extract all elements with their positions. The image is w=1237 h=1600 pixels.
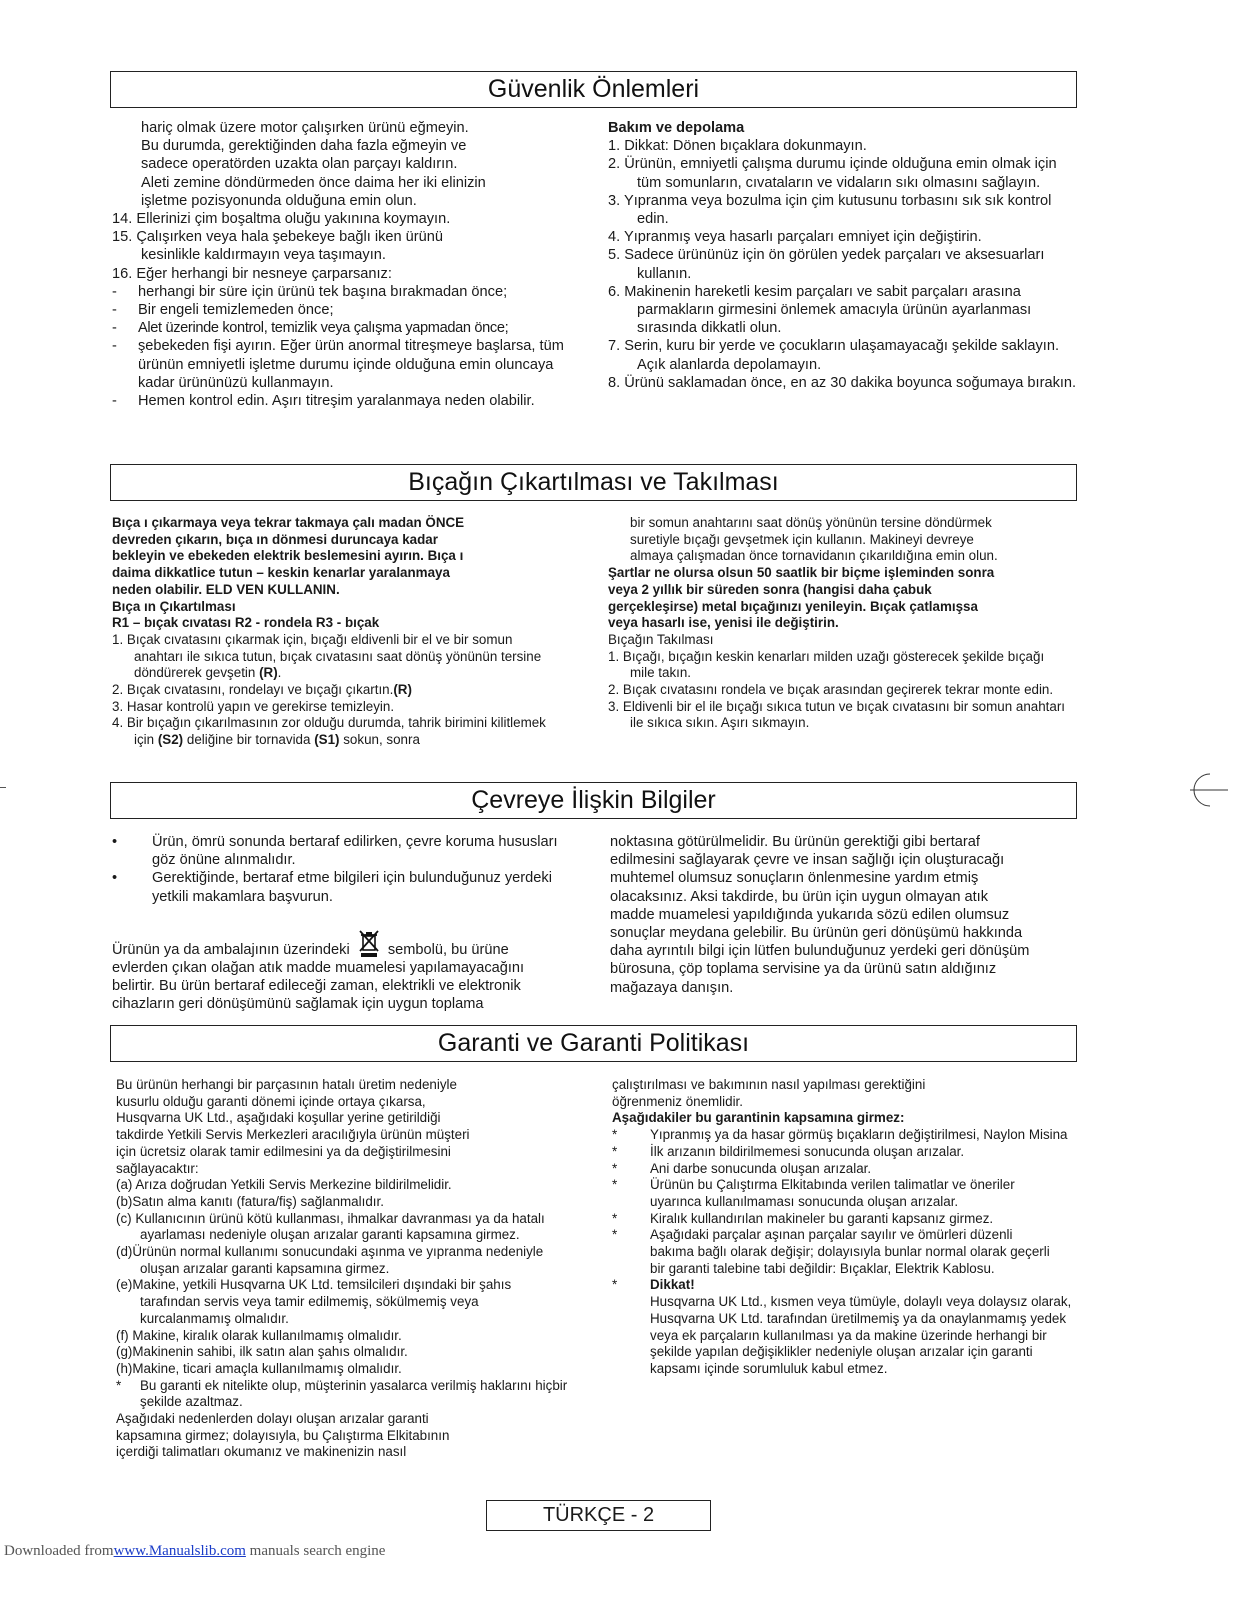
list-item: 6. Makinenin hareketli kesim parçaları ve sabit parçaları arasına parmakların girmesini önlemek amacıyla ürünün ayarlanması sırasında dikkatli olun. bbox=[608, 283, 1032, 337]
exclusion-item: Yıpranmış ya da hasar görmüş bıçakların değiştirilmesi, Naylon Misina bbox=[650, 1127, 1068, 1143]
text-line: işletme pozisyonunda olduğuna emin olun. bbox=[141, 192, 417, 209]
exclusion-item: Aşağıdaki parçalar aşınan parçalar sayılır ve ömürleri düzenli bakıma bağlı olarak değişir; dolayısıyla bunlar normal olarak geçerli bir garanti talebine tabi değildir: Bıçaklar, Elektrik Kablosu. bbox=[650, 1227, 1050, 1276]
list-item: 4. Bir bıçağın çıkarılmasının zor olduğu durumda, tahrik birimini kilitlemek için (S2) deliğine bir tornavida (S1) sokun, sonra bbox=[112, 715, 546, 748]
star-marker: * bbox=[612, 1160, 618, 1176]
star-marker: * bbox=[612, 1177, 618, 1193]
list-item: 15. Çalışırken veya hala şebekeye bağlı iken ürünü bbox=[112, 229, 443, 246]
warranty-left-column bbox=[116, 1077, 586, 1461]
list-item: 5. Sadece ürününüz için ön görülen yedek parçaları ve aksesuarları kullanın. bbox=[608, 247, 1045, 282]
bullet: • bbox=[112, 834, 118, 850]
condition-item: (e)Makine, yetkili Husqvarna UK Ltd. temsilcileri dışındaki bir şahıs tarafından servis veya tamir edilmemiş, sökülmemiş veya kurcalanmamış olmalıdır. bbox=[116, 1277, 512, 1326]
list-item: 1. Bıçağı, bıçağın keskin kenarları milden uzağı gösterecek şekilde bıçağı mile takın. bbox=[608, 648, 1045, 681]
text-line: kusurlu olduğu garanti dönemi içinde ortaya çıkarsa, bbox=[116, 1093, 426, 1109]
list-item: 3. Eldivenli bir el ile bıçağı sıkıca tutun ve bıçak cıvatasını bir somun anahtarı ile sıkıca sıkın. Aşırı sıkmayın. bbox=[608, 698, 1066, 731]
safety-right-column bbox=[608, 119, 1078, 392]
manualslib-link[interactable]: www.Manualslib.com bbox=[113, 1543, 246, 1559]
text-line: Bu ürünün herhangi bir parçasının hatalı üretim nedeniyle bbox=[116, 1077, 457, 1092]
list-item: 4. Yıpranmış veya hasarlı parçaları emniyet için değiştirin. bbox=[608, 229, 982, 246]
condition-item: (c) Kullanıcının ürünü kötü kullanması, ihmalkar davranması ya da hatalı ayarlaması nedeniyle oluşan arızalar garanti kapsamına girmez. bbox=[116, 1210, 545, 1243]
blade-replacement-warning: veya hasarlı ise, yenisi ile değiştirin. bbox=[608, 615, 839, 631]
warning-line: Bıça ı çıkarmaya veya tekrar takmaya çalı madan ÖNCE bbox=[112, 515, 465, 530]
text-line: Aleti zemine döndürmeden önce daima her iki elinizin bbox=[141, 174, 486, 191]
list-item: Gerektiğinde, bertaraf etme bilgileri için bulunduğunuz yerdeki yetkili makamlara başvurun. bbox=[152, 870, 552, 905]
text-line: suretiyle bıçağı gevşetmek için kullanın. Makineyi devreye bbox=[630, 531, 974, 547]
warning-line: daima dikkatlice tutun – keskin kenarlar yaralanmaya bbox=[112, 565, 450, 581]
dash-marker: - bbox=[112, 302, 117, 319]
list-item: 16. Eğer herhangi bir nesneye çarparsanız: bbox=[112, 265, 392, 282]
text-line: kapsamına girmez; dolayısıyla, bu Çalıştırma Elkitabının bbox=[116, 1427, 450, 1443]
blade-section-title: Bıçağın Çıkartılması ve Takılması bbox=[110, 464, 1077, 501]
exclusion-item: Ani darbe sonucunda oluşan arızalar. bbox=[650, 1160, 872, 1176]
condition-item: (d)Ürünün normal kullanımı sonucundaki aşınma ve yıpranma nedeniyle oluşan arızalar garanti kapsamına girmez. bbox=[116, 1244, 544, 1276]
safety-section-title: Güvenlik Önlemleri bbox=[110, 71, 1077, 108]
text-line: sonuçlar meydana gelebilir. Bu ürünün geri dönüşümü hakkında bbox=[610, 925, 1023, 942]
warning-line: bekleyin ve ebekeden elektrik beslemesini ayırın. Bıça ı bbox=[112, 548, 464, 564]
text-line: daha ayrıntılı bilgi için lütfen bulunduğunuz yerdeki geri dönüşüm bbox=[610, 943, 1030, 960]
list-item: herhangi bir süre için ürünü tek başına bırakmadan önce; bbox=[138, 283, 508, 300]
dash-marker: - bbox=[112, 393, 117, 410]
condition-item: (a) Arıza doğrudan Yetkili Servis Merkezine bildirilmelidir. bbox=[116, 1177, 452, 1193]
blade-replacement-warning: gerçekleşirse) metal bıçağınızı yenileyin. Bıçak çatlamışsa bbox=[608, 598, 978, 614]
blade-right-column bbox=[608, 515, 1078, 732]
text-line: evlerden çıkan olağan atık madde muamelesi yapılamayacağını bbox=[112, 960, 525, 977]
environment-right-column bbox=[610, 833, 1080, 997]
list-item: 7. Serin, kuru bir yerde ve çocukların ulaşamayacağı şekilde saklayın. Açık alanlarda depolamayın. bbox=[608, 338, 1060, 373]
weee-line: Ürünün ya da ambalajının üzerindeki sembolü, bu ürüne bbox=[112, 928, 582, 959]
list-item: şebekeden fişi ayırın. Eğer ürün anormal titreşmeye başlarsa, tüm ürünün emniyetli işletme durumu içinde olduğuna emin oluncaya kadar ürününüzü kullanmayın. bbox=[138, 338, 564, 391]
list-item: 8. Ürünü saklamadan önce, en az 30 dakika boyunca soğumaya bırakın. bbox=[608, 374, 1077, 391]
text-line: öğrenmeniz önemlidir. bbox=[612, 1093, 743, 1109]
list-item: Bu garanti ek nitelikte olup, müşterinin yasalarca verilmiş haklarını hiçbir şekilde azaltmaz. bbox=[140, 1377, 568, 1410]
dash-marker: - bbox=[112, 320, 117, 337]
maintenance-heading: Bakım ve depolama bbox=[608, 120, 745, 136]
page-number-label: TÜRKÇE - 2 bbox=[486, 1500, 711, 1531]
condition-item: (f) Makine, kiralık olarak kullanılmamış olmalıdır. bbox=[116, 1327, 402, 1343]
text-line: cihazların geri dönüşümünü sağlamak için uygun toplama bbox=[112, 996, 484, 1013]
note-text: Husqvarna UK Ltd., kısmen veya tümüyle, dolaylı veya dolaysız olarak, Husqvarna UK Ltd. tarafından üretilmemiş ya da onaylanmamış yedek veya ek parçaların kullanılması ya da makine üzerinde herhangi bir şekilde yapılan değişiklikler nedeniyle oluşan arızalar için garanti kapsamı içinde sorumluluk kabul etmez. bbox=[650, 1294, 1072, 1376]
text-line: almaya çalışmadan önce tornavidanın çıkarıldığına emin olun. bbox=[630, 548, 998, 564]
parts-legend: R1 – bıçak cıvatası R2 - rondela R3 - bıçak bbox=[112, 615, 380, 631]
footer-suffix: manuals search engine bbox=[245, 1543, 386, 1559]
list-item: 1. Dikkat: Dönen bıçaklara dokunmayın. bbox=[608, 138, 867, 155]
blade-left-column bbox=[112, 515, 582, 749]
text-line: Aşağıdaki nedenlerden dolayı oluşan arızalar garanti bbox=[116, 1411, 429, 1427]
text-line: bir somun anahtarını saat dönüş yönünün tersine döndürmek bbox=[630, 515, 992, 530]
list-item: Bir engeli temizlemeden önce; bbox=[138, 302, 334, 319]
environment-section-title: Çevreye İlişkin Bilgiler bbox=[110, 782, 1077, 819]
warranty-section-title: Garanti ve Garanti Politikası bbox=[110, 1025, 1077, 1062]
list-item: 2. Bıçak cıvatasını rondela ve bıçak arasından geçirerek tekrar monte edin. bbox=[608, 682, 1054, 698]
list-item: 3. Yıpranma veya bozulma için çim kutusunu torbasını sık sık kontrol edin. bbox=[608, 192, 1052, 228]
blade-replacement-warning: Şartlar ne olursa olsun 50 saatlik bir biçme işleminden sonra bbox=[608, 565, 995, 581]
list-item: 1. Bıçak cıvatasını çıkarmak için, bıçağı eldivenli bir el ve bir somun anahtarı ile sıkıca tutun, bıçak cıvatasını saat dönüş yönünün tersine döndürerek gevşetin (R). bbox=[112, 631, 542, 681]
text-line: için ücretsiz olarak tamir edilmesini ya da değiştirilmesini bbox=[116, 1143, 451, 1159]
text-line: olacaksınız. Aksi takdirde, bu ürün için uygun olmayan atık bbox=[610, 888, 989, 905]
warning-line: neden olabilir. ELD VEN KULLANIN. bbox=[112, 581, 340, 597]
text-line: çalıştırılması ve bakımının nasıl yapılması gerektiğini bbox=[612, 1077, 926, 1092]
warranty-right-column bbox=[612, 1077, 1082, 1378]
text-line: içerdiği talimatları okumanız ve makinenizin nasıl bbox=[116, 1444, 407, 1460]
text-line: belirtir. Bu ürün bertaraf edileceği zaman, elektrikli ve elektronik bbox=[112, 978, 521, 995]
text-line: Husqvarna UK Ltd., aşağıdaki koşullar yerine getirildiği bbox=[116, 1110, 441, 1126]
list-item: 14. Ellerinizi çim boşaltma oluğu yakınına koymayın. bbox=[112, 211, 451, 228]
list-item: 2. Bıçak cıvatasını, rondelayı ve bıçağı çıkartın.(R) bbox=[112, 682, 412, 698]
text-line: noktasına götürülmelidir. Bu ürünün gerektiği gibi bertaraf bbox=[610, 834, 980, 850]
list-item: Alet üzerinde kontrol, temizlik veya çalışma yapmadan önce; bbox=[138, 320, 509, 337]
warning-line: devreden çıkarın, bıça ın dönmesi duruncaya kadar bbox=[112, 531, 438, 547]
list-item: Hemen kontrol edin. Aşırı titreşim yaralanmaya neden olabilir. bbox=[138, 393, 535, 410]
star-marker: * bbox=[116, 1377, 122, 1393]
text-line: takdirde Yetkili Servis Merkezleri aracılığıyla ürünün müşteri bbox=[116, 1127, 470, 1143]
crossed-bin-icon bbox=[358, 928, 380, 958]
bullet: • bbox=[112, 870, 118, 887]
text-line: hariç olmak üzere motor çalışırken ürünü eğmeyin. bbox=[141, 120, 469, 136]
blade-replacement-warning: veya 2 yıllık bir süreden sonra (hangisi daha çabuk bbox=[608, 581, 932, 597]
safety-left-column bbox=[112, 119, 582, 410]
environment-left-column bbox=[112, 833, 582, 1014]
text-line: Bu durumda, gerektiğinden daha fazla eğmeyin ve bbox=[141, 138, 467, 155]
registration-mark-left bbox=[0, 787, 6, 788]
text-line: sadece operatörden uzakta olan parçayı kaldırın. bbox=[141, 156, 458, 173]
star-marker: * bbox=[612, 1210, 618, 1226]
star-marker: * bbox=[612, 1227, 618, 1243]
text-line: muhtemel olumsuz sonuçların önlenmesine yardım etmiş bbox=[610, 870, 979, 887]
star-marker: * bbox=[612, 1127, 618, 1143]
footer-prefix: Downloaded from bbox=[4, 1543, 114, 1559]
text-line: madde muamelesi yapıldığında yukarıda sözü edilen olumsuz bbox=[610, 906, 1010, 923]
download-footer bbox=[4, 1543, 385, 1560]
blade-fitting-heading: Bıçağın Takılması bbox=[608, 631, 714, 647]
list-item: 2. Ürünün, emniyetli çalışma durumu içinde olduğuna emin olmak için tüm somunların, cıvataların ve vidaların sıkı olmasını sağlayın. bbox=[608, 156, 1057, 191]
text-line: sağlayacaktır: bbox=[116, 1160, 199, 1176]
condition-item: (h)Makine, ticari amaçla kullanılmamış olmalıdır. bbox=[116, 1360, 402, 1376]
star-marker: * bbox=[612, 1277, 618, 1293]
note-heading: Dikkat! bbox=[650, 1277, 695, 1293]
text-line: edilmesini sağlayarak çevre ve insan sağlığı için oluşturacağı bbox=[610, 852, 1005, 869]
registration-mark-icon bbox=[1182, 770, 1228, 810]
dash-marker: - bbox=[112, 283, 117, 300]
exclusion-item: İlk arızanın bildirilmemesi sonucunda oluşan arızalar. bbox=[650, 1143, 965, 1159]
list-item: Ürün, ömrü sonunda bertaraf edilirken, çevre koruma hususları göz önüne alınmalıdır. bbox=[152, 834, 558, 869]
text-line: bürosuna, çöp toplama servisine ya da ürünü satın aldığınız bbox=[610, 961, 997, 978]
exclusion-item: Kiralık kullandırılan makineler bu garanti kapsanız girmez. bbox=[650, 1210, 994, 1226]
list-item: 3. Hasar kontrolü yapın ve gerekirse temizleyin. bbox=[112, 698, 395, 714]
condition-item: (b)Satın alma kanıtı (fatura/fiş) sağlanmalıdır. bbox=[116, 1193, 384, 1209]
blade-removal-heading: Bıça ın Çıkartılması bbox=[112, 598, 236, 614]
exclusion-item: Ürünün bu Çalıştırma Elkitabında verilen talimatlar ve öneriler uyarınca kullanılmaması sonucunda oluşan arızalar. bbox=[650, 1177, 1015, 1209]
text-line: mağazaya danışın. bbox=[610, 979, 734, 996]
condition-item: (g)Makinenin sahibi, ilk satın alan şahıs olmalıdır. bbox=[116, 1344, 408, 1360]
exclusions-heading: Aşağıdakiler bu garantinin kapsamına girmez: bbox=[612, 1110, 905, 1126]
text-line: kesinlikle kaldırmayın veya taşımayın. bbox=[141, 247, 386, 264]
dash-marker: - bbox=[112, 338, 117, 355]
star-marker: * bbox=[612, 1143, 618, 1159]
